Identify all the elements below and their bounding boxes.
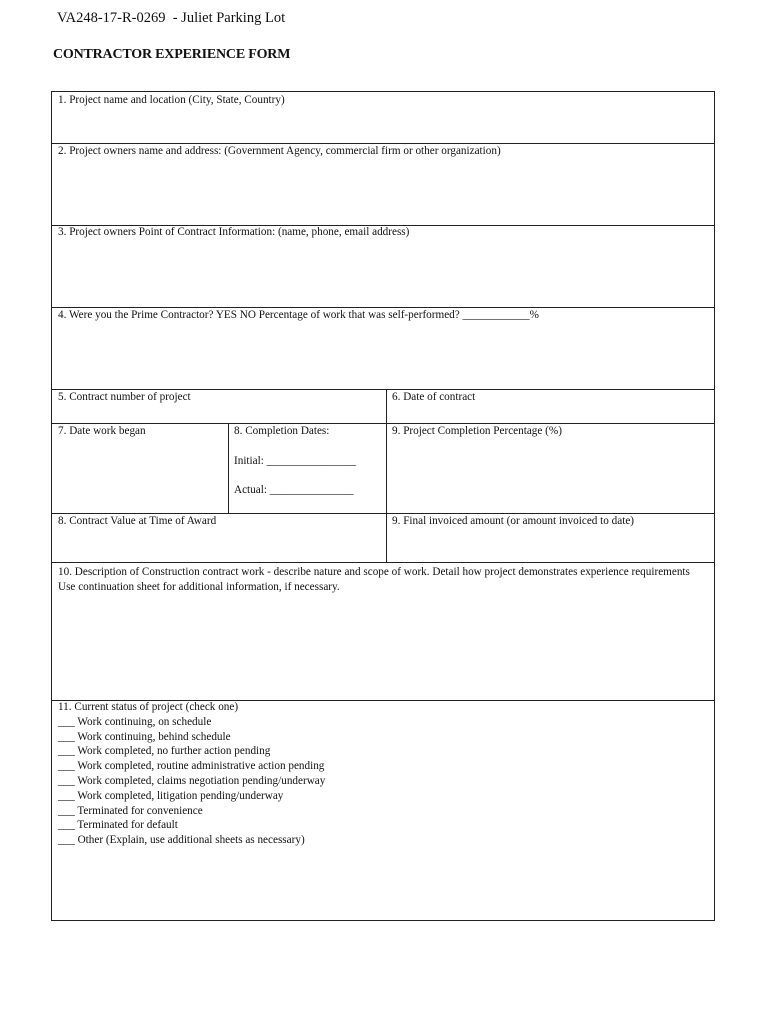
- field-project-name[interactable]: 1. Project name and location (City, State, Country): [58, 94, 285, 106]
- field-completion-initial[interactable]: Initial: ________________: [234, 455, 357, 467]
- field-final-invoiced[interactable]: 9. Final invoiced amount (or amount invoiced to date): [392, 515, 635, 527]
- status-option[interactable]: ___ Work completed, litigation pending/underway: [58, 789, 284, 802]
- row-divider: [52, 423, 714, 424]
- form-title: CONTRACTOR EXPERIENCE FORM: [53, 47, 291, 62]
- field-prime-contractor[interactable]: 4. Were you the Prime Contractor? YES NO Percentage of work that was self-performed? ____________%: [58, 309, 539, 321]
- status-option[interactable]: ___ Work completed, routine administrative action pending: [58, 760, 325, 773]
- row-divider: [52, 513, 714, 514]
- status-option[interactable]: ___ Work continuing, behind schedule: [58, 730, 231, 743]
- row-divider: [52, 562, 714, 563]
- status-option[interactable]: ___ Terminated for default: [58, 819, 178, 832]
- contractor-experience-form: [51, 91, 715, 921]
- status-option[interactable]: ___ Work continuing, on schedule: [58, 715, 212, 728]
- status-option[interactable]: ___ Terminated for convenience: [58, 804, 203, 817]
- column-divider: [386, 389, 387, 562]
- field-owner-contact[interactable]: 3. Project owners Point of Contract Information: (name, phone, email address): [58, 226, 410, 238]
- status-option[interactable]: ___ Work completed, no further action pending: [58, 745, 271, 758]
- field-contract-value[interactable]: 8. Contract Value at Time of Award: [58, 515, 217, 527]
- row-divider: [52, 307, 714, 308]
- field-work-description[interactable]: 10. Description of Construction contract work - describe nature and scope of work. Detail how project demonstrates experience requirements Use continuation sheet for additional information, if necessary.: [58, 566, 690, 593]
- field-completion-percentage[interactable]: 9. Project Completion Percentage (%): [392, 425, 562, 437]
- field-completion-dates: 8. Completion Dates:: [234, 425, 330, 437]
- column-divider: [228, 423, 229, 513]
- field-contract-date[interactable]: 6. Date of contract: [392, 391, 476, 403]
- status-checklist: [58, 700, 325, 848]
- field-contract-number[interactable]: 5. Contract number of project: [58, 391, 191, 403]
- status-heading: 11. Current status of project (check one): [58, 701, 239, 713]
- status-option[interactable]: ___ Other (Explain, use additional sheets as necessary): [58, 834, 305, 847]
- solicitation-header: VA248-17-R-0269 - Juliet Parking Lot: [57, 10, 286, 26]
- field-date-work-began[interactable]: 7. Date work began: [58, 425, 146, 437]
- row-divider: [52, 389, 714, 390]
- status-option[interactable]: ___ Work completed, claims negotiation pending/underway: [58, 774, 326, 787]
- field-project-owner[interactable]: 2. Project owners name and address: (Government Agency, commercial firm or other organization): [58, 145, 501, 157]
- field-completion-actual[interactable]: Actual: _______________: [234, 484, 354, 496]
- row-divider: [52, 143, 714, 144]
